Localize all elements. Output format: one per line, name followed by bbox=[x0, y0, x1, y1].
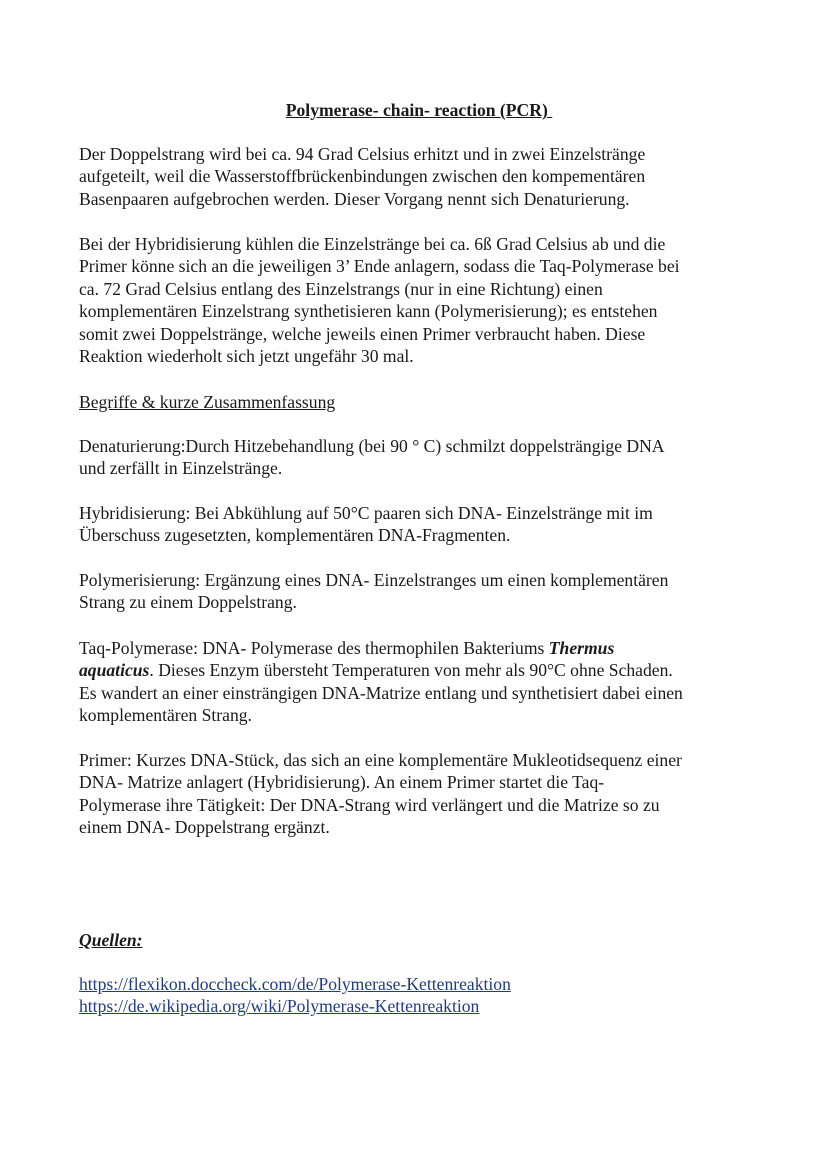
text-line: komplementären Einzelstrang synthetisieren kann (Polymerisierung); es entstehen bbox=[79, 301, 658, 322]
sources-list bbox=[79, 973, 759, 1018]
sources-heading-text: Quellen: bbox=[79, 930, 143, 950]
text-line: Denaturierung:Durch Hitzebehandlung (bei 90 ° C) schmilzt doppelsträngige DNA bbox=[79, 436, 665, 456]
paragraph-denaturation-intro bbox=[79, 143, 759, 210]
taq-line2-rest: . Dieses Enzym übersteht Temperaturen von mehr als 90°C ohne Schaden. bbox=[149, 660, 673, 681]
text-line: und zerfällt in Einzelstränge. bbox=[79, 458, 283, 479]
definition-hybridisierung bbox=[79, 502, 759, 547]
text-line: Überschuss zugesetzten, komplementären DNA-Fragmenten. bbox=[79, 525, 511, 546]
text-line: Strang zu einem Doppelstrang. bbox=[79, 592, 297, 613]
text-line bbox=[79, 637, 759, 659]
glossary-heading bbox=[79, 391, 759, 413]
text-line: Polymerisierung: Ergänzung eines DNA- Einzelstranges um einen komplementären bbox=[79, 570, 669, 590]
sources-heading bbox=[79, 929, 759, 951]
text-line: einem DNA- Doppelstrang ergänzt. bbox=[79, 817, 330, 838]
text-line: ca. 72 Grad Celsius entlang des Einzelstrangs (nur in eine Richtung) einen bbox=[79, 278, 603, 299]
glossary-heading-text: Begriffe & kurze Zusammenfassung bbox=[79, 392, 336, 412]
paragraph-hybridization-intro bbox=[79, 233, 759, 367]
source-link-wikipedia[interactable]: https://de.wikipedia.org/wiki/Polymerase-Kettenreaktion bbox=[79, 996, 480, 1017]
text-line: Der Doppelstrang wird bei ca. 94 Grad Celsius erhitzt und in zwei Einzelstränge bbox=[79, 144, 646, 164]
text-line: DNA- Matrize anlagert (Hybridisierung). An einem Primer startet die Taq- bbox=[79, 772, 605, 793]
definition-primer bbox=[79, 749, 759, 839]
source-link-doccheck[interactable]: https://flexikon.doccheck.com/de/Polymerase-Kettenreaktion bbox=[79, 974, 511, 994]
text-line: somit zwei Doppelstränge, welche jeweils einen Primer verbraucht haben. Diese bbox=[79, 323, 646, 344]
taq-prefix: Taq-Polymerase: DNA- Polymerase des thermophilen Bakteriums bbox=[79, 638, 549, 658]
text-line: Primer könne sich an die jeweiligen 3’ Ende anlagern, sodass die Taq-Polymerase bei bbox=[79, 256, 680, 277]
text-line bbox=[79, 659, 759, 681]
text-line: Primer: Kurzes DNA-Stück, das sich an eine komplementäre Mukleotidsequenz einer bbox=[79, 750, 682, 770]
definition-denaturierung bbox=[79, 435, 759, 480]
text-line: Polymerase ihre Tätigkeit: Der DNA-Strang wird verlängert und die Matrize so zu bbox=[79, 794, 660, 815]
text-line: Bei der Hybridisierung kühlen die Einzelstränge bei ca. 6ß Grad Celsius ab und die bbox=[79, 234, 666, 254]
text-line: komplementären Strang. bbox=[79, 705, 252, 726]
text-line: Reaktion wiederholt sich jetzt ungefähr 30 mal. bbox=[79, 345, 414, 366]
species-name-genus: Thermus bbox=[548, 638, 615, 658]
definition-taq-polymerase bbox=[79, 637, 759, 727]
text-line: Es wandert an einer einsträngigen DNA-Matrize entlang und synthetisiert dabei einen bbox=[79, 682, 683, 703]
text-line: aufgeteilt, weil die Wasserstoffbrückenbindungen zwischen den kompementären bbox=[79, 166, 646, 187]
text-line: Basenpaaren aufgebrochen werden. Dieser Vorgang nennt sich Denaturierung. bbox=[79, 188, 630, 209]
page-title: Polymerase- chain- reaction (PCR) bbox=[285, 100, 553, 120]
text-line: Hybridisierung: Bei Abkühlung auf 50°C paaren sich DNA- Einzelstränge mit im bbox=[79, 503, 653, 523]
definition-polymerisierung bbox=[79, 569, 759, 614]
species-name-epithet: aquaticus bbox=[79, 660, 150, 681]
